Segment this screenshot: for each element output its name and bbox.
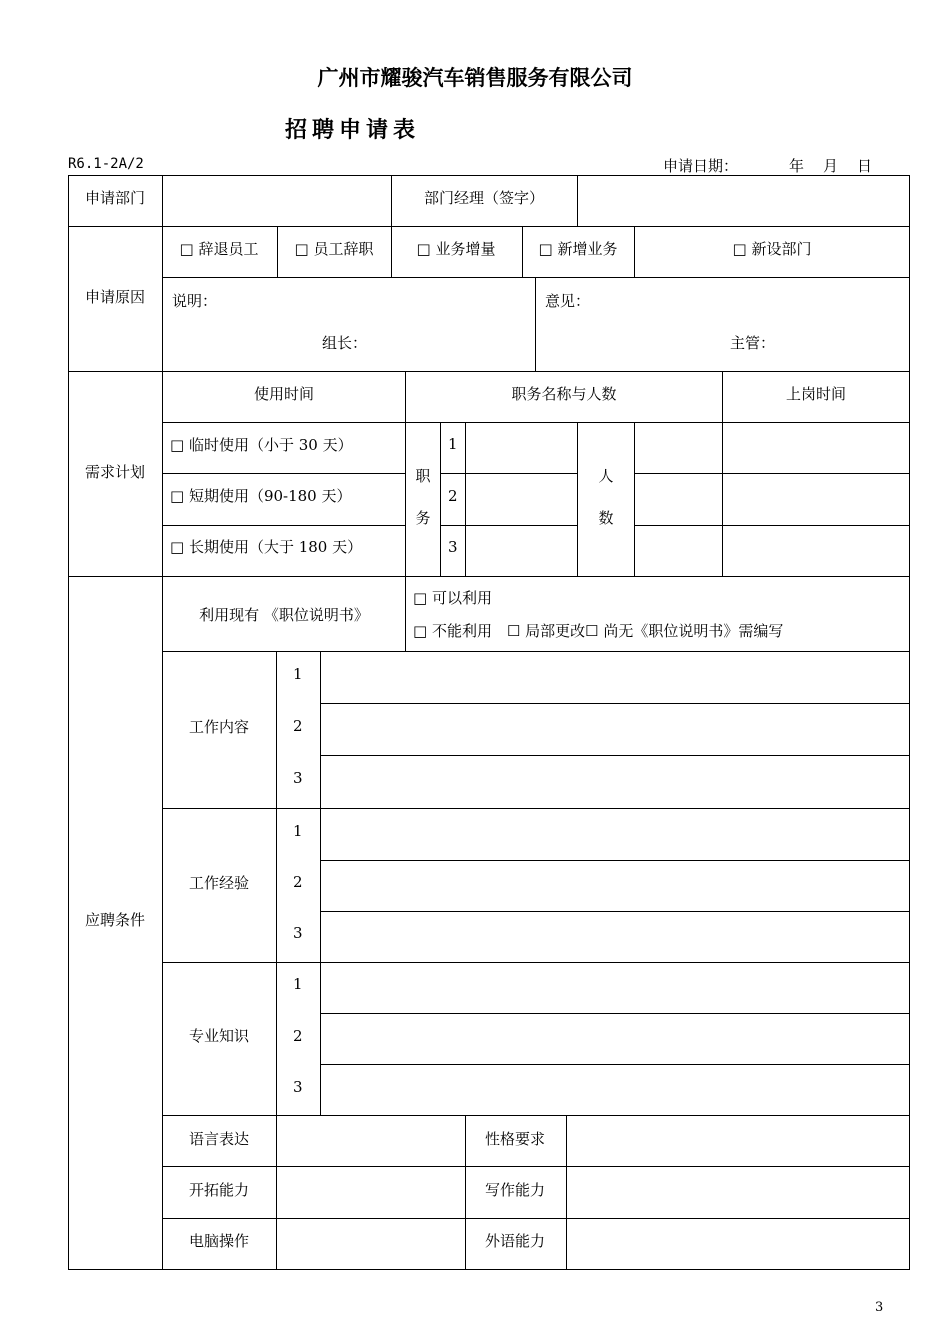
header-start-time: 上岗时间 [785, 385, 847, 403]
header-usage-time: 使用时间 [253, 385, 315, 403]
label-job-content: 工作内容 [188, 718, 250, 736]
row-number: 1 [293, 975, 303, 993]
checkbox-cannot-use-options[interactable]: □ 不能利用 ☐ 局部更改☐ 尚无《职位说明书》需编写 [413, 622, 784, 640]
row-number: 1 [293, 822, 303, 840]
label-writing-ability: 写作能力 [484, 1181, 546, 1199]
form-code: R6.1-2A/2 [68, 156, 144, 172]
checkbox-short-term-use[interactable]: □ 短期使用（90-180 天） [170, 487, 352, 505]
checkbox-can-use[interactable]: □ 可以利用 [413, 589, 492, 607]
label-count-char-2: 数 [598, 509, 614, 527]
row-number: 2 [293, 1027, 303, 1045]
label-application-reason: 申请原因 [84, 288, 146, 306]
form-title: 招聘申请表 [285, 118, 421, 143]
checkbox-employee-resignation[interactable]: □ 员工辞职 [294, 240, 374, 258]
label-work-experience: 工作经验 [188, 874, 250, 892]
label-explanation: 说明： [172, 292, 218, 310]
row-number: 2 [293, 717, 303, 735]
label-development-ability: 开拓能力 [188, 1181, 250, 1199]
label-professional-knowledge: 专业知识 [188, 1027, 250, 1045]
date-month: 月 [823, 157, 839, 175]
label-application-requirements: 应聘条件 [84, 911, 146, 929]
date-day: 日 [857, 157, 873, 175]
applying-department-field[interactable] [163, 176, 390, 226]
label-opinion: 意见： [545, 292, 591, 310]
row-number: 2 [293, 873, 303, 891]
label-demand-plan: 需求计划 [84, 463, 146, 481]
row-number: 1 [293, 665, 303, 683]
row-number: 3 [293, 924, 303, 942]
label-personality-requirements: 性格要求 [484, 1130, 546, 1148]
label-count-char-1: 人 [598, 467, 614, 485]
manager-signature-field[interactable] [578, 176, 909, 226]
label-department-manager-signature: 部门经理（签字） [423, 189, 545, 207]
label-computer-operation: 电脑操作 [188, 1232, 250, 1250]
header-position-and-count: 职务名称与人数 [511, 385, 617, 403]
label-applying-department: 申请部门 [84, 189, 146, 207]
label-foreign-language-ability: 外语能力 [484, 1232, 546, 1250]
label-team-leader: 组长： [322, 334, 368, 352]
row-number: 3 [293, 1078, 303, 1096]
checkbox-business-increase[interactable]: □ 业务增量 [416, 240, 496, 258]
checkbox-long-term-use[interactable]: □ 长期使用（大于 180 天） [170, 538, 363, 556]
label-position-char-1: 职 [415, 467, 431, 485]
checkbox-temporary-use[interactable]: □ 临时使用（小于 30 天） [170, 436, 353, 454]
checkbox-new-department[interactable]: □ 新设部门 [732, 240, 812, 258]
company-name: 广州市耀骏汽车销售服务有限公司 [317, 66, 633, 90]
date-year: 年 [789, 157, 805, 175]
label-supervisor: 主管： [730, 334, 776, 352]
label-use-existing-job-description: 利用现有 《职位说明书》 [199, 606, 369, 624]
position-row-number: 1 [448, 435, 458, 453]
date-label: 申请日期： [663, 157, 739, 175]
position-row-number: 2 [448, 487, 458, 505]
checkbox-new-business[interactable]: □ 新增业务 [538, 240, 618, 258]
row-number: 3 [293, 769, 303, 787]
label-language-expression: 语言表达 [188, 1130, 250, 1148]
position-row-number: 3 [448, 538, 458, 556]
label-position-char-2: 务 [415, 509, 431, 527]
checkbox-dismiss-employee[interactable]: □ 辞退员工 [179, 240, 259, 258]
page-number: 3 [875, 1300, 884, 1315]
